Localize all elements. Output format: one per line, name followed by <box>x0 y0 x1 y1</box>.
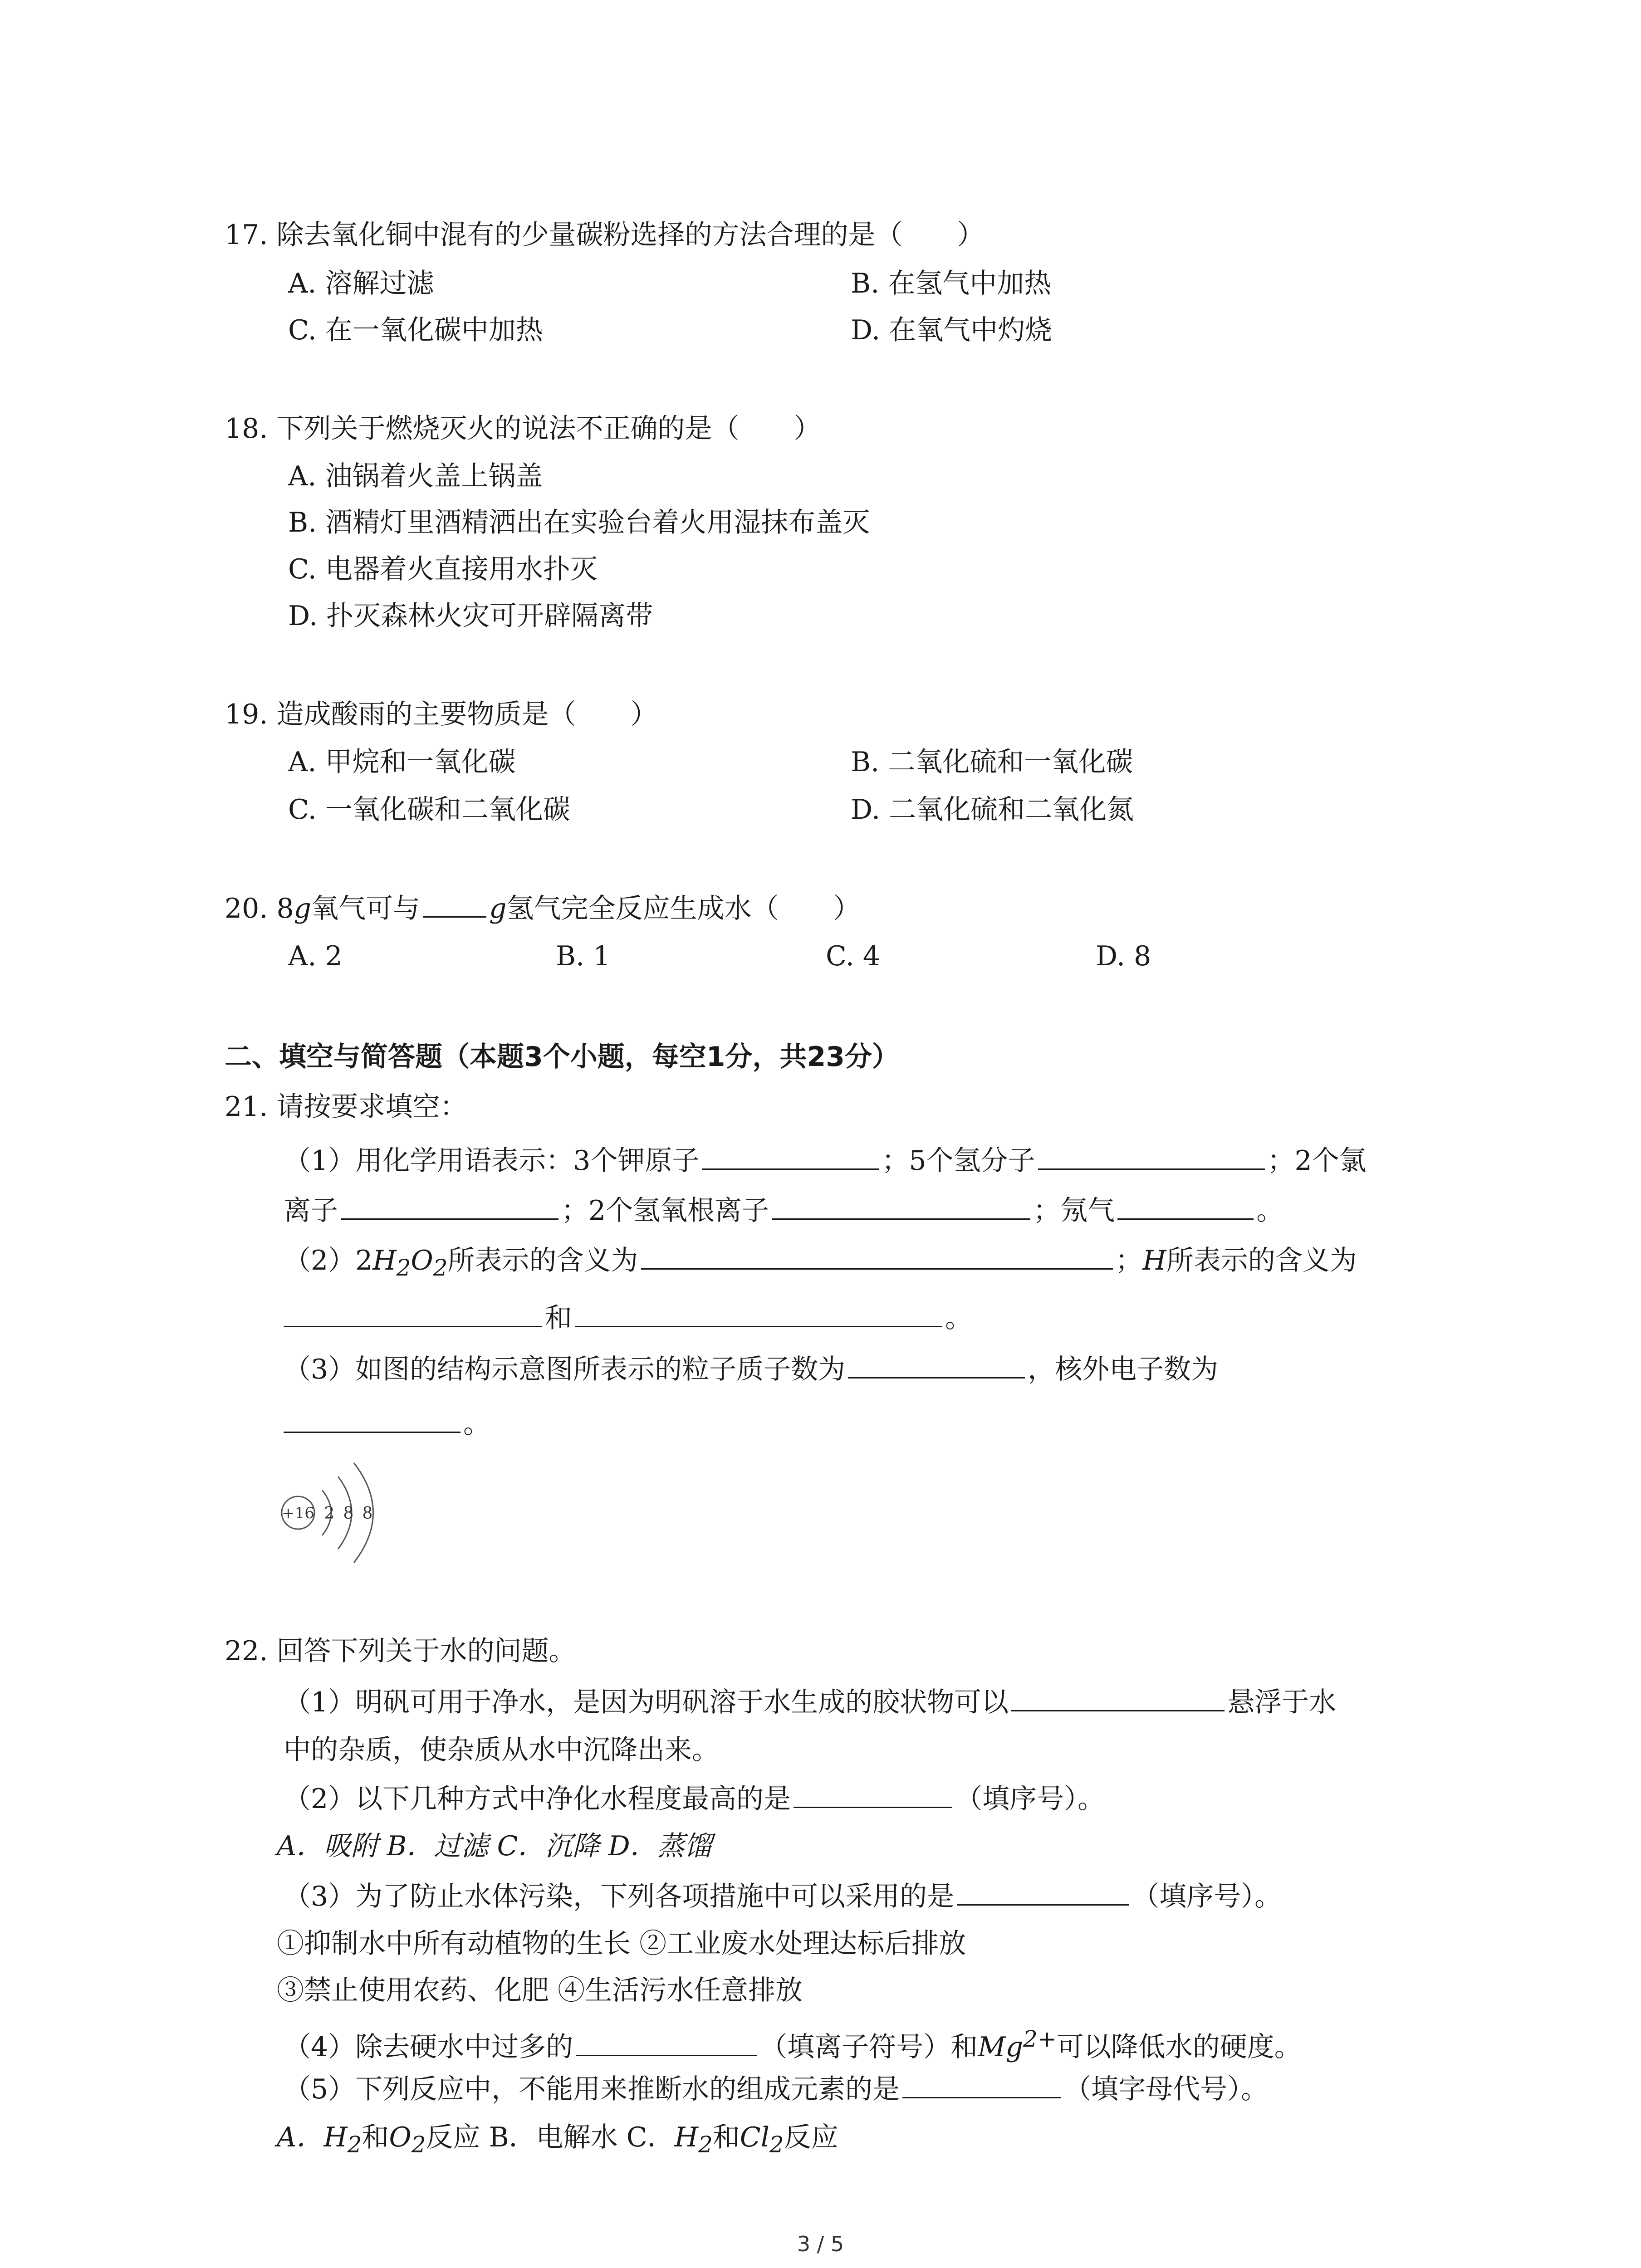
question-19-option-d: D. 二氧化硫和二氧化氮 <box>851 794 1134 826</box>
question-18-stem: 18. 下列关于燃烧灭火的说法不正确的是（ ） <box>225 413 821 445</box>
q21-part-3-line-1: （3）如图的结构示意图所表示的粒子质子数为 ，核外电子数为 <box>284 1351 1218 1387</box>
question-17-option-d: D. 在氧气中灼烧 <box>851 314 1053 346</box>
formula-h2o2: $H_2O_2$ <box>372 1245 448 1281</box>
question-21-stem: 21. 请按要求填空： <box>225 1091 467 1123</box>
question-18-option-d: D. 扑灭森林火灾可开辟隔离带 <box>288 600 653 632</box>
answer-blank[interactable] <box>1038 1142 1265 1170</box>
question-17-option-a: A. 溶解过滤 <box>288 268 434 299</box>
q22-part-3: （3）为了防止水体污染，下列各项措施中可以采用的是 （填序号）。 <box>284 1878 1282 1914</box>
question-20-stem <box>225 890 861 926</box>
formula-h2: $H_2$ <box>323 2121 362 2158</box>
answer-blank[interactable] <box>848 1351 1025 1378</box>
question-19-option-b: B. 二氧化硫和一氧化碳 <box>851 746 1133 778</box>
q22-part-2: （2）以下几种方式中净化水程度最高的是 （填序号）。 <box>284 1780 1105 1817</box>
q22-part-4: （4）除去硬水中过多的 （填离子符号）和$Mg^{2+}$可以降低水的硬度。 <box>284 2026 1302 2063</box>
answer-blank[interactable] <box>702 1142 879 1170</box>
q22-part-5: （5）下列反应中，不能用来推断水的组成元素的是 （填字母代号）。 <box>284 2071 1268 2107</box>
answer-blank[interactable] <box>284 1405 460 1433</box>
question-20-option-b: B. 1 <box>556 940 611 972</box>
answer-blank[interactable] <box>1011 1684 1225 1711</box>
formula-h2: $H_2$ <box>674 2121 713 2158</box>
answer-blank[interactable] <box>641 1242 1113 1270</box>
answer-blank[interactable] <box>423 890 486 918</box>
q22-part-5-options: A．$H_2$和$O_2$反应 B．电解水 C．$H_2$和$Cl_2$反应 <box>277 2121 838 2158</box>
q22-part-3-choices-2: ③禁止使用农药、化肥 ④生活污水任意排放 <box>277 1975 803 2006</box>
answer-blank[interactable] <box>957 1878 1129 1906</box>
question-18-option-b: B. 酒精灯里酒精洒出在实验台着火用湿抹布盖灭 <box>288 507 870 538</box>
q20-unit-g-2: g <box>489 893 507 924</box>
question-22-stem: 22. 回答下列关于水的问题。 <box>225 1635 576 1667</box>
question-17-stem: 17. 除去氧化铜中混有的少量碳粉选择的方法合理的是（ ） <box>225 219 985 251</box>
q22-part-3-choices-1: ①抑制水中所有动植物的生长 ②工业废水处理达标后排放 <box>277 1928 966 1960</box>
question-17-option-b: B. 在氢气中加热 <box>851 268 1052 299</box>
section-2-heading: 二、填空与简答题（本题3个小题，每空1分，共23分） <box>225 1041 899 1073</box>
q21-part-1-line-1: （1）用化学用语表示：3个钾原子 ；5个氢分子 ；2个氯 <box>284 1142 1367 1178</box>
q21-part-2-line-2: 和 。 <box>284 1300 972 1336</box>
question-20-option-c: C. 4 <box>826 940 881 972</box>
question-17-option-c: C. 在一氧化碳中加热 <box>288 314 543 346</box>
question-18-option-c: C. 电器着火直接用水扑灭 <box>288 553 598 585</box>
answer-blank[interactable] <box>576 2028 757 2056</box>
question-20-option-a: A. 2 <box>288 940 343 972</box>
shell-3-electrons: 8 <box>362 1504 373 1523</box>
shell-2-electrons: 8 <box>343 1504 354 1523</box>
q22-part-1-line-1: （1）明矾可用于净水，是因为明矾溶于水生成的胶状物可以 悬浮于水 <box>284 1684 1336 1720</box>
question-19-stem: 19. 造成酸雨的主要物质是（ ） <box>225 699 658 730</box>
shell-1-electrons: 2 <box>324 1504 335 1523</box>
answer-blank[interactable] <box>575 1300 942 1327</box>
formula-o2: $O_2$ <box>389 2121 426 2158</box>
question-18-option-a: A. 油锅着火盖上锅盖 <box>288 460 543 492</box>
q20-unit-g-1: g <box>294 893 312 924</box>
q21-part-3-line-2: 。 <box>284 1405 490 1442</box>
q22-part-2-options: A．吸附 B．过滤 C．沉降 D．蒸馏 <box>277 1830 712 1862</box>
formula-cl2: $Cl_2$ <box>740 2121 784 2158</box>
answer-blank[interactable] <box>284 1300 542 1327</box>
question-19-option-c: C. 一氧化碳和二氧化碳 <box>288 794 570 826</box>
nucleus-charge: +16 <box>282 1504 314 1522</box>
q21-part-1-line-2: 离子 ；2个氢氧根离子 ；氖气 。 <box>284 1192 1283 1228</box>
answer-blank[interactable] <box>902 2071 1061 2098</box>
q20-mid: 氧气可与 <box>311 893 421 924</box>
question-20-option-d: D. 8 <box>1096 940 1151 972</box>
answer-blank[interactable] <box>794 1780 952 1808</box>
page-number: 3 / 5 <box>797 2232 844 2256</box>
answer-blank[interactable] <box>772 1192 1030 1220</box>
q20-number: 20. 8 <box>225 893 294 924</box>
question-19-option-a: A. 甲烷和一氧化碳 <box>288 746 516 778</box>
q21-part-2-line-1: $(2)2H_2O_2$所表示的含义为 ；H所表示的含义为 <box>284 1242 1357 1278</box>
answer-blank[interactable] <box>341 1192 558 1220</box>
atomic-structure-diagram <box>277 1454 395 1572</box>
formula-mg-ion: $Mg^{2+}$ <box>978 2026 1057 2063</box>
q20-rest: 氢气完全反应生成水（ ） <box>506 893 861 924</box>
answer-blank[interactable] <box>1117 1192 1254 1220</box>
q22-part-1-line-2: 中的杂质，使杂质从水中沉降出来。 <box>284 1734 719 1766</box>
